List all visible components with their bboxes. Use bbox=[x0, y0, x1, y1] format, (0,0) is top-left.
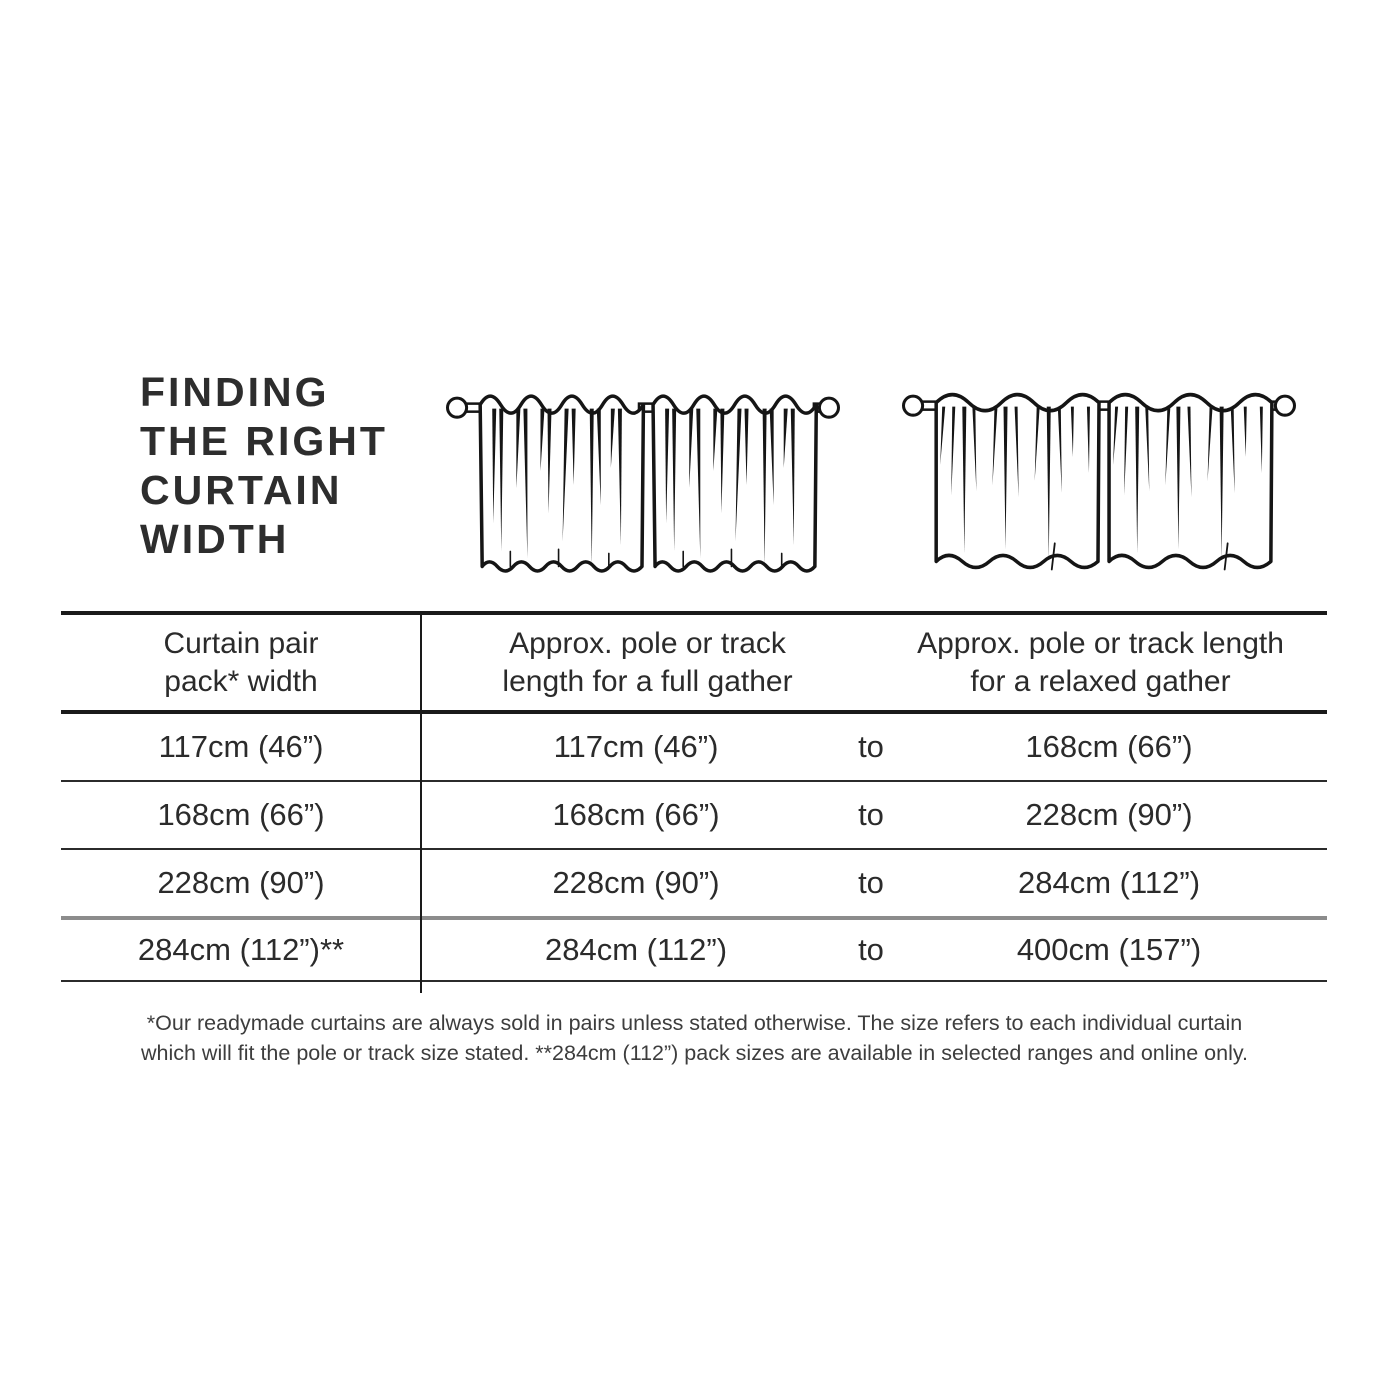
footnote-line: *Our readymade curtains are always sold in pairs unless stated otherwise. The size refers to each individual curtain bbox=[146, 1011, 1243, 1035]
cell-relaxed-gather: 228cm (90”) bbox=[1025, 797, 1193, 832]
header-pack-width: Curtain pair pack* width bbox=[163, 626, 319, 698]
cell-to: to bbox=[858, 932, 884, 967]
table-row bbox=[61, 920, 1327, 980]
footnote-line: which will fit the pole or track size stated. **284cm (112”) pack sizes are available in selected ranges and online only. bbox=[140, 1041, 1249, 1065]
title-line: FINDING bbox=[140, 369, 330, 415]
curtains-relaxed-gather-illustration-icon bbox=[902, 372, 1296, 581]
title-line: CURTAIN bbox=[140, 467, 343, 513]
cell-full-gather: 284cm (112”) bbox=[544, 932, 728, 967]
cell-pack-width: 284cm (112”)** bbox=[137, 932, 345, 967]
curtain-size-table bbox=[61, 611, 1327, 982]
cell-relaxed-gather: 284cm (112”) bbox=[1017, 865, 1201, 900]
cell-relaxed-gather: 400cm (157”) bbox=[1016, 932, 1202, 967]
cell-to: to bbox=[858, 797, 884, 832]
footnote bbox=[0, 1008, 1389, 1068]
table-row bbox=[61, 782, 1327, 848]
cell-relaxed-gather: 168cm (66”) bbox=[1025, 729, 1193, 764]
table-header-row bbox=[61, 615, 1327, 710]
table-row bbox=[61, 714, 1327, 780]
cell-full-gather: 168cm (66”) bbox=[552, 797, 720, 832]
title-line: WIDTH bbox=[140, 516, 290, 562]
cell-to: to bbox=[858, 729, 884, 764]
header-full-gather: Approx. pole or track length for a full gather bbox=[502, 626, 793, 698]
page-title bbox=[140, 368, 388, 564]
header-relaxed-gather: Approx. pole or track length for a relaxed gather bbox=[917, 626, 1284, 698]
cell-pack-width: 117cm (46”) bbox=[158, 729, 324, 764]
cell-full-gather: 228cm (90”) bbox=[552, 865, 720, 900]
cell-full-gather: 117cm (46”) bbox=[553, 729, 719, 764]
curtains-full-gather-illustration-icon bbox=[446, 372, 840, 586]
table-column-divider bbox=[420, 611, 422, 993]
table-bottom-rule bbox=[61, 980, 1327, 982]
table-row bbox=[61, 850, 1327, 916]
cell-pack-width: 228cm (90”) bbox=[157, 865, 325, 900]
title-line: THE RIGHT bbox=[140, 418, 388, 464]
cell-pack-width: 168cm (66”) bbox=[157, 797, 325, 832]
cell-to: to bbox=[858, 865, 884, 900]
